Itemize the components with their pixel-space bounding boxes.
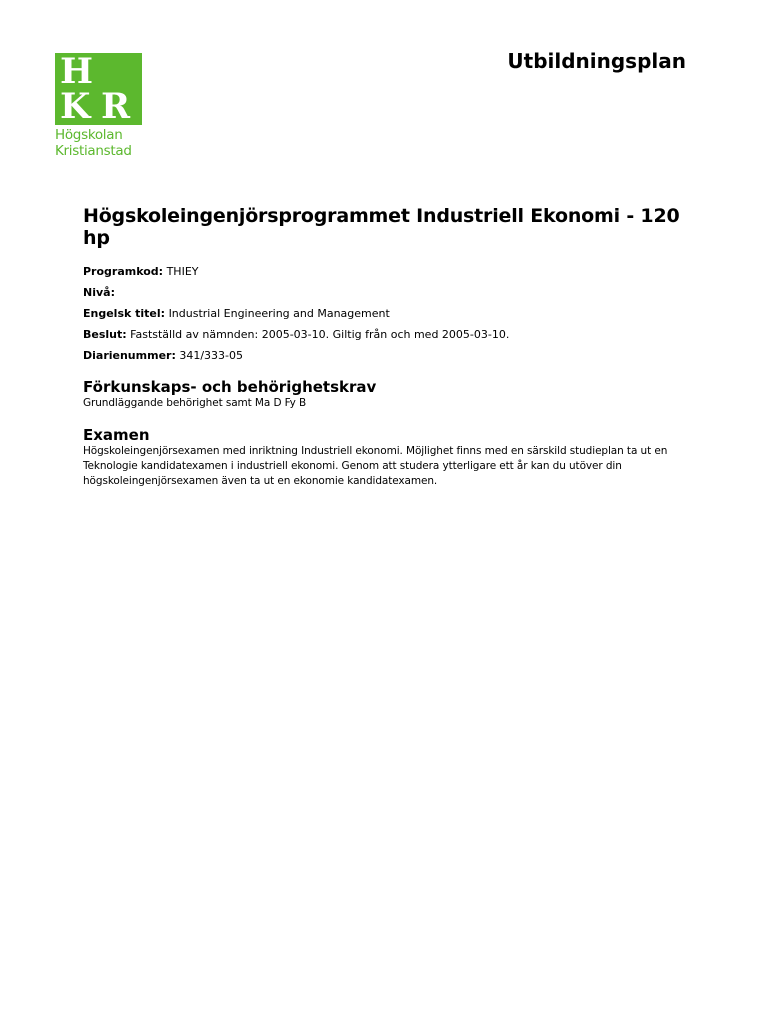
logo-mark bbox=[55, 53, 142, 125]
logo-letter-h: H bbox=[60, 51, 94, 92]
meta-label: Programkod: bbox=[83, 265, 164, 278]
meta-diarienummer bbox=[83, 349, 683, 362]
meta-label: Nivå: bbox=[83, 286, 115, 299]
section-forkunskaper bbox=[83, 378, 683, 411]
meta-beslut bbox=[83, 328, 683, 341]
document-type-title: Utbildningsplan bbox=[507, 49, 686, 73]
meta-label: Engelsk titel: bbox=[83, 307, 166, 320]
meta-programkod bbox=[83, 265, 683, 278]
meta-value: THIEY bbox=[166, 265, 199, 278]
section-body: Högskoleingenjörsexamen med inriktning Industriell ekonomi. Möjlighet finns med en särskild studieplan ta ut en Teknologie kandidatexamen i industriell ekonomi. Genom att studera ytterligare ett år kan du utöver din högskoleingenjörsexamen även ta ut en ekonomie kandidatexamen. bbox=[83, 445, 668, 487]
logo-name-line-1: Högskolan bbox=[55, 127, 123, 143]
meta-value: 341/333-05 bbox=[179, 349, 244, 362]
document-content bbox=[83, 205, 683, 489]
hkr-logo bbox=[55, 53, 147, 161]
meta-label: Beslut: bbox=[83, 328, 127, 341]
section-heading: Förkunskaps- och behörighetskrav bbox=[83, 378, 377, 396]
meta-engelsk-titel bbox=[83, 307, 683, 320]
meta-value: Industrial Engineering and Management bbox=[168, 307, 390, 320]
logo-name-line-2: Kristianstad bbox=[55, 143, 132, 159]
section-heading: Examen bbox=[83, 426, 150, 444]
section-body: Grundläggande behörighet samt Ma D Fy B bbox=[83, 397, 307, 409]
meta-niva bbox=[83, 286, 683, 299]
section-examen bbox=[83, 426, 683, 489]
logo-letter-r: R bbox=[101, 86, 131, 127]
logo-letter-k: K bbox=[60, 86, 91, 127]
meta-label: Diarienummer: bbox=[83, 349, 176, 362]
meta-value: Fastställd av nämnden: 2005-03-10. Giltig från och med 2005-03-10. bbox=[130, 328, 510, 341]
program-title: Högskoleingenjörsprogrammet Industriell Ekonomi - 120 hp bbox=[83, 205, 680, 249]
